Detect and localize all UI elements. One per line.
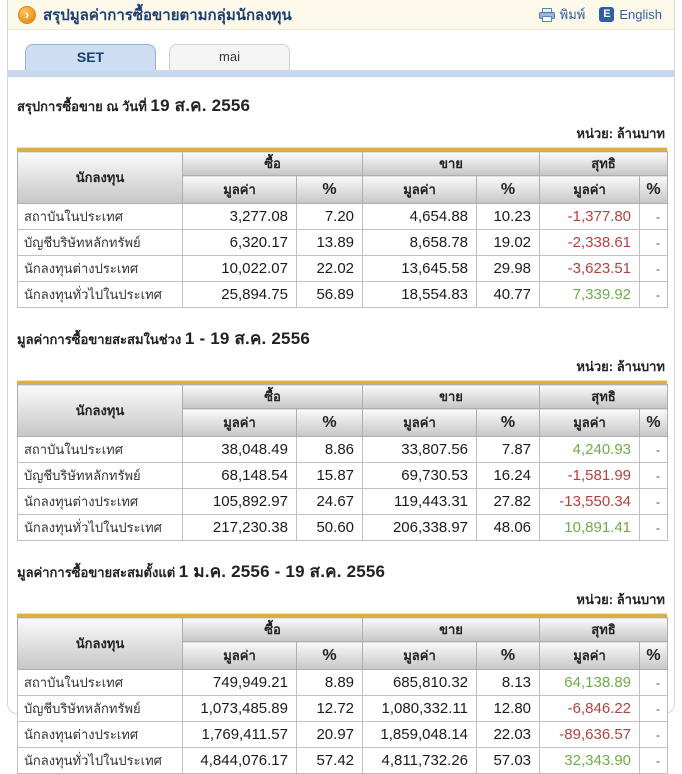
col-sell-value: มูลค่า (363, 409, 477, 437)
sell-value-cell: 69,730.53 (363, 463, 477, 489)
net-pct-cell: - (640, 463, 668, 489)
net-value-cell: -2,338.61 (540, 230, 640, 256)
sell-value-cell: 33,807.56 (363, 437, 477, 463)
investor-cell: สถาบันในประเทศ (18, 204, 183, 230)
col-buy-value: มูลค่า (183, 409, 297, 437)
buy-value-cell: 10,022.07 (183, 256, 297, 282)
print-label: พิมพ์ (559, 7, 586, 22)
col-net-pct: % (640, 642, 668, 670)
table-row (18, 437, 668, 463)
page-header (8, 0, 674, 30)
table-header-row (18, 152, 668, 176)
sell-pct-cell: 22.03 (477, 722, 540, 748)
unit-label: หน่วย: ล้านบาท (576, 592, 665, 607)
table-row (18, 256, 668, 282)
buy-value-cell: 4,844,076.17 (183, 748, 297, 774)
net-pct-cell: - (640, 230, 668, 256)
col-buy: ซื้อ (183, 618, 363, 642)
sell-pct-cell: 7.87 (477, 437, 540, 463)
table-row (18, 282, 668, 308)
investor-cell: นักลงทุนทั่วไปในประเทศ (18, 515, 183, 541)
buy-pct-cell: 7.20 (297, 204, 363, 230)
sell-pct-cell: 40.77 (477, 282, 540, 308)
col-buy: ซื้อ (183, 152, 363, 176)
section-title-date: 1 - 19 ส.ค. 2556 (184, 329, 311, 348)
sell-pct-cell: 19.02 (477, 230, 540, 256)
english-button[interactable] (599, 7, 662, 22)
tab-mai[interactable]: mai (169, 44, 290, 70)
table-header-row (18, 618, 668, 642)
col-net-value: มูลค่า (540, 642, 640, 670)
table-row (18, 204, 668, 230)
buy-pct-cell: 24.67 (297, 489, 363, 515)
table-row (18, 748, 668, 774)
col-net: สุทธิ (540, 152, 668, 176)
net-pct-cell: - (640, 282, 668, 308)
sell-pct-cell: 48.06 (477, 515, 540, 541)
col-investor: นักลงทุน (18, 385, 183, 437)
col-investor: นักลงทุน (18, 152, 183, 204)
page-title: สรุปมูลค่าการซื้อขายตามกลุ่มนักลงทุน (43, 6, 292, 24)
net-value-cell: -1,581.99 (540, 463, 640, 489)
net-pct-cell: - (640, 722, 668, 748)
investor-cell: นักลงทุนทั่วไปในประเทศ (18, 748, 183, 774)
buy-value-cell: 25,894.75 (183, 282, 297, 308)
net-pct-cell: - (640, 696, 668, 722)
investor-cell: นักลงทุนต่างประเทศ (18, 722, 183, 748)
table-row (18, 515, 668, 541)
investor-cell: นักลงทุนต่างประเทศ (18, 256, 183, 282)
net-value-cell: -3,623.51 (540, 256, 640, 282)
chevron-right-icon: › (18, 6, 36, 24)
col-sell: ขาย (363, 385, 540, 409)
col-sell: ขาย (363, 618, 540, 642)
net-pct-cell: - (640, 489, 668, 515)
buy-pct-cell: 57.42 (297, 748, 363, 774)
buy-pct-cell: 22.02 (297, 256, 363, 282)
col-buy-value: มูลค่า (183, 176, 297, 204)
sell-value-cell: 13,645.58 (363, 256, 477, 282)
net-pct-cell: - (640, 515, 668, 541)
buy-value-cell: 1,073,485.89 (183, 696, 297, 722)
table-row (18, 670, 668, 696)
table-row (18, 489, 668, 515)
table-row (18, 230, 668, 256)
col-sell-value: มูลค่า (363, 176, 477, 204)
sell-value-cell: 206,338.97 (363, 515, 477, 541)
net-pct-cell: - (640, 204, 668, 230)
buy-pct-cell: 8.89 (297, 670, 363, 696)
net-pct-cell: - (640, 437, 668, 463)
header-actions (539, 4, 662, 25)
sell-value-cell: 4,811,732.26 (363, 748, 477, 774)
sell-pct-cell: 12.80 (477, 696, 540, 722)
section-title-text: มูลค่าการซื้อขายสะสมตั้งแต่ (17, 565, 176, 580)
main-panel (7, 0, 675, 769)
sell-pct-cell: 16.24 (477, 463, 540, 489)
net-value-cell: 32,343.90 (540, 748, 640, 774)
buy-pct-cell: 56.89 (297, 282, 363, 308)
sell-value-cell: 685,810.32 (363, 670, 477, 696)
section-title-text: สรุปการซื้อขาย ณ วันที่ (17, 99, 147, 114)
tab-underline (8, 70, 674, 77)
col-sell-pct: % (477, 176, 540, 204)
table-header-row (18, 385, 668, 409)
col-sell: ขาย (363, 152, 540, 176)
col-investor: นักลงทุน (18, 618, 183, 670)
buy-value-cell: 38,048.49 (183, 437, 297, 463)
sell-value-cell: 4,654.88 (363, 204, 477, 230)
unit-label: หน่วย: ล้านบาท (576, 126, 665, 141)
buy-pct-cell: 13.89 (297, 230, 363, 256)
table-row (18, 463, 668, 489)
trading-table-mtd (17, 384, 668, 541)
investor-cell: บัญชีบริษัทหลักทรัพย์ (18, 696, 183, 722)
section-title-text: มูลค่าการซื้อขายสะสมในช่วง (17, 332, 182, 347)
col-sell-value: มูลค่า (363, 642, 477, 670)
sell-value-cell: 18,554.83 (363, 282, 477, 308)
section-title-date: 1 ม.ค. 2556 - 19 ส.ค. 2556 (178, 562, 386, 581)
tab-set[interactable]: SET (25, 44, 156, 70)
col-net-pct: % (640, 409, 668, 437)
sell-pct-cell: 8.13 (477, 670, 540, 696)
unit-label: หน่วย: ล้านบาท (576, 359, 665, 374)
col-net-value: มูลค่า (540, 409, 640, 437)
buy-pct-cell: 15.87 (297, 463, 363, 489)
buy-value-cell: 1,769,411.57 (183, 722, 297, 748)
trading-table-daily (17, 151, 668, 308)
buy-value-cell: 6,320.17 (183, 230, 297, 256)
sell-value-cell: 8,658.78 (363, 230, 477, 256)
buy-value-cell: 68,148.54 (183, 463, 297, 489)
col-net: สุทธิ (540, 618, 668, 642)
sell-value-cell: 1,859,048.14 (363, 722, 477, 748)
investor-cell: นักลงทุนต่างประเทศ (18, 489, 183, 515)
section-title-daily (17, 92, 665, 119)
col-buy: ซื้อ (183, 385, 363, 409)
net-pct-cell: - (640, 670, 668, 696)
col-sell-pct: % (477, 409, 540, 437)
english-label: English (619, 7, 662, 22)
buy-value-cell: 105,892.97 (183, 489, 297, 515)
net-value-cell: -1,377.80 (540, 204, 640, 230)
sell-pct-cell: 57.03 (477, 748, 540, 774)
buy-pct-cell: 12.72 (297, 696, 363, 722)
net-value-cell: 64,138.89 (540, 670, 640, 696)
buy-pct-cell: 50.60 (297, 515, 363, 541)
buy-pct-cell: 20.97 (297, 722, 363, 748)
table-row (18, 722, 668, 748)
english-flag-icon: E (599, 7, 614, 22)
trading-table-ytd (17, 617, 668, 774)
section-title-mtd (17, 325, 665, 352)
col-net-value: มูลค่า (540, 176, 640, 204)
sell-pct-cell: 10.23 (477, 204, 540, 230)
col-sell-pct: % (477, 642, 540, 670)
section-title-ytd (17, 558, 665, 585)
buy-value-cell: 749,949.21 (183, 670, 297, 696)
investor-cell: บัญชีบริษัทหลักทรัพย์ (18, 230, 183, 256)
buy-value-cell: 217,230.38 (183, 515, 297, 541)
buy-pct-cell: 8.86 (297, 437, 363, 463)
net-value-cell: -6,846.22 (540, 696, 640, 722)
investor-cell: สถาบันในประเทศ (18, 670, 183, 696)
investor-cell: บัญชีบริษัทหลักทรัพย์ (18, 463, 183, 489)
sell-value-cell: 119,443.31 (363, 489, 477, 515)
printer-icon (539, 8, 555, 22)
table-row (18, 696, 668, 722)
sell-value-cell: 1,080,332.11 (363, 696, 477, 722)
sell-pct-cell: 27.82 (477, 489, 540, 515)
col-net-pct: % (640, 176, 668, 204)
col-buy-pct: % (297, 642, 363, 670)
col-buy-value: มูลค่า (183, 642, 297, 670)
net-value-cell: 7,339.92 (540, 282, 640, 308)
col-net: สุทธิ (540, 385, 668, 409)
net-pct-cell: - (640, 256, 668, 282)
net-value-cell: 10,891.41 (540, 515, 640, 541)
col-buy-pct: % (297, 409, 363, 437)
market-tabs (8, 30, 674, 70)
net-value-cell: 4,240.93 (540, 437, 640, 463)
content-area (8, 77, 674, 774)
net-pct-cell: - (640, 748, 668, 774)
col-buy-pct: % (297, 176, 363, 204)
investor-cell: สถาบันในประเทศ (18, 437, 183, 463)
investor-cell: นักลงทุนทั่วไปในประเทศ (18, 282, 183, 308)
net-value-cell: -89,636.57 (540, 722, 640, 748)
net-value-cell: -13,550.34 (540, 489, 640, 515)
buy-value-cell: 3,277.08 (183, 204, 297, 230)
sell-pct-cell: 29.98 (477, 256, 540, 282)
section-title-date: 19 ส.ค. 2556 (150, 96, 251, 115)
print-button[interactable] (539, 4, 586, 25)
